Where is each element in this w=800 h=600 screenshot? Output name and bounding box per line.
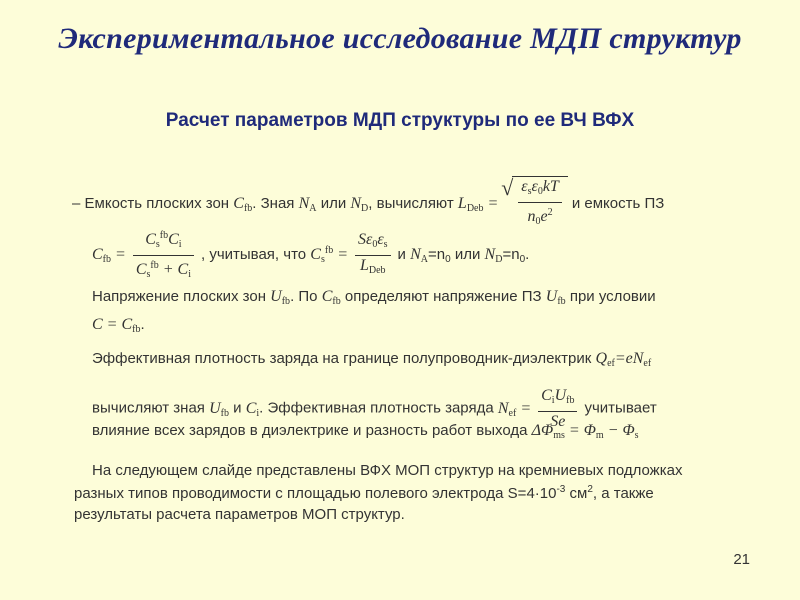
formula-work-function: $\Delta\Phi_{ms} = \Phi_m - \Phi_s$ (531, 422, 639, 441)
page-number: 21 (733, 551, 750, 568)
bullet: – (72, 195, 81, 213)
text: или (320, 195, 347, 213)
formula-cfb: $C_{fb}$ (233, 195, 253, 215)
paragraph-flat-band-capacitance (72, 176, 664, 232)
paragraph-next-slide-1: На следующем слайде представлены ВФХ МОП структур на кремниевых подложках (92, 462, 683, 479)
text: влияние всех зарядов в диэлектрике и разность работ выхода (92, 422, 528, 439)
formula-cfb2: $C_{fb}$ (321, 288, 341, 307)
text: и (397, 246, 406, 264)
text: Емкость плоских зон (84, 195, 230, 213)
text: или (454, 246, 481, 264)
text: $=n_0$ (428, 246, 451, 266)
formula-ufb3: $U_{fb}$ (209, 399, 229, 419)
text: . Зная (252, 195, 295, 213)
paragraph-effective-charge-3 (92, 422, 639, 441)
text: . По (290, 288, 318, 305)
formula-ufb: $U_{fb}$ (270, 288, 291, 307)
formula-debye-length: $L_{Deb}$ = √ $\frac{\varepsilon_s\varepsilon_0kT}{n_0e^2}$ (458, 195, 572, 212)
slide-subtitle: Расчет параметров МДП структуры по ее ВЧ ВФХ (165, 110, 635, 131)
formula-nd2: $N_D$ (484, 246, 503, 266)
paragraph-next-slide-2: разных типов проводимости с площадью полевого электрода $S=4\cdot 10^{-3}$ $см^2$, а также (74, 484, 654, 502)
paragraph-flat-band-voltage (92, 288, 656, 307)
text: . Эффективная плотность заряда (259, 399, 494, 417)
text: и емкость ПЗ (571, 195, 665, 213)
text: $=n_0$. (502, 246, 530, 266)
paragraph-next-slide-3: результаты расчета параметров МОП структур. (74, 506, 405, 523)
text: вычисляют зная (92, 399, 205, 417)
text: , учитывая, что (200, 246, 307, 264)
formula-na2: $N_A$ (410, 246, 429, 266)
formula-ufb2: $U_{fb}$ (545, 288, 566, 307)
formula-condition: $C = C_{fb}$ (92, 316, 141, 335)
text: Напряжение плоских зон (92, 288, 266, 305)
text: определяют напряжение ПЗ (344, 288, 542, 305)
formula-qef: $Q_{ef}=eN_{ef}$ (595, 350, 652, 369)
paragraph-condition: $C = C_{fb}$. (92, 316, 145, 335)
slide-title: Экспериментальное исследование МДП структур (58, 22, 742, 55)
text: Эффективная плотность заряда на границе полупроводник-диэлектрик (92, 350, 592, 367)
formula-csfb: $C_s^{fb}$ = $\frac{S\varepsilon_0\varepsilon_s}{L_{Deb}}$ (310, 246, 397, 263)
text: и (233, 399, 242, 417)
paragraph-capacitance-formula (92, 226, 529, 285)
text: при условии (569, 288, 656, 305)
formula-na: $N_A$ (298, 195, 317, 215)
formula-nd: $N_D$ (350, 195, 369, 215)
formula-cfb-def: $C_{fb}$ = $\frac{C_s^{fb}C_i}{C_s^{fb} + C_i}$ (92, 246, 201, 263)
formula-ci: $C_i$ (245, 399, 260, 419)
text: , вычисляют (368, 195, 454, 213)
text: учитывает (584, 399, 657, 417)
paragraph-effective-charge (92, 350, 651, 369)
formula-nef: $N_{ef}$ = $\frac{C_iU_{fb}}{Se}$ (498, 400, 585, 417)
